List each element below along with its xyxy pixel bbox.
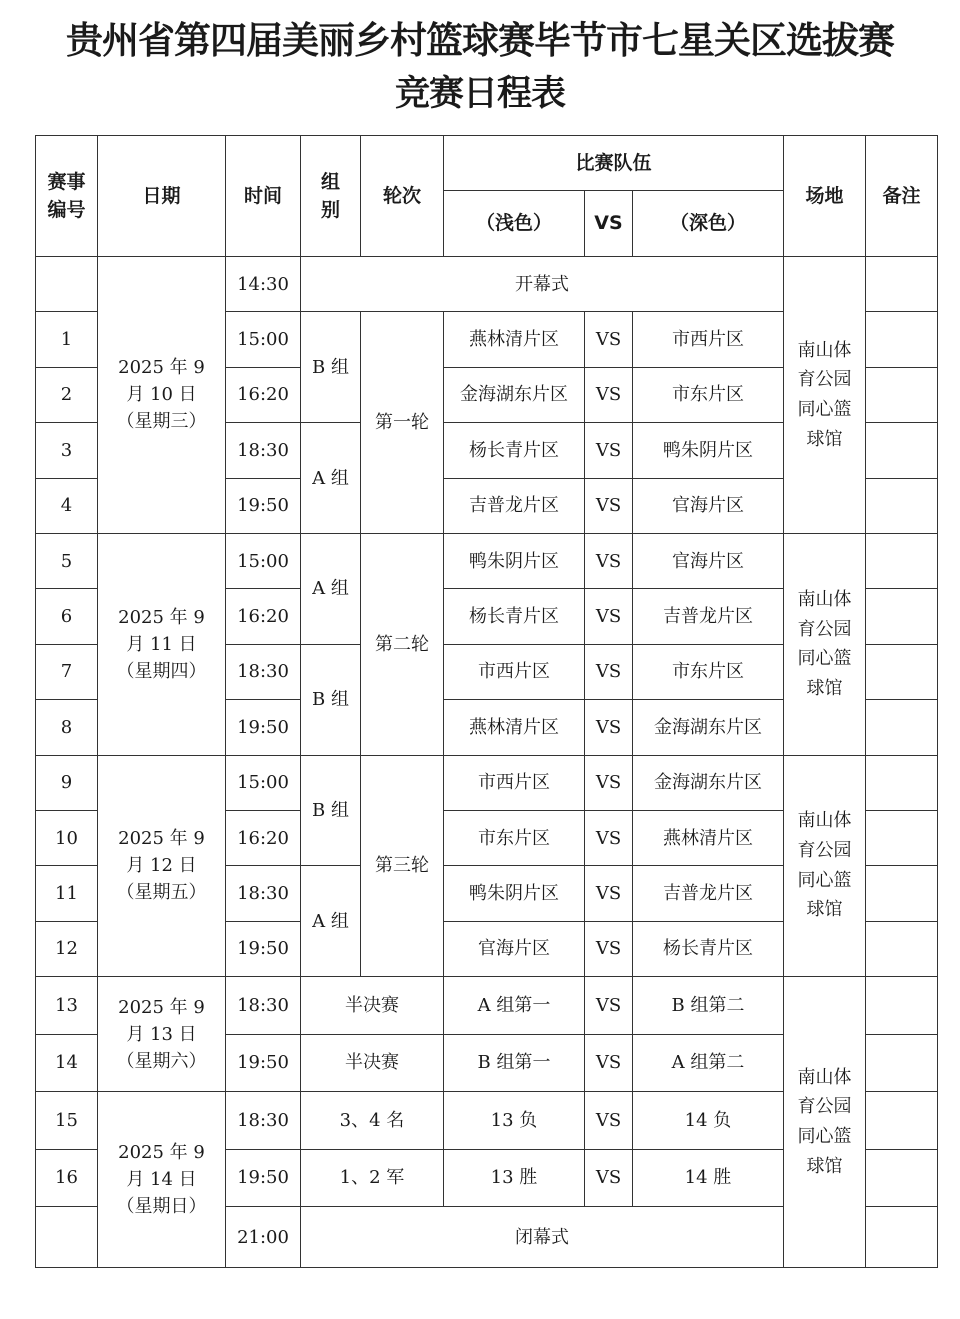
cell-light-team: 市西片区 bbox=[444, 755, 585, 810]
cell-light-team: 吉普龙片区 bbox=[444, 478, 585, 533]
cell-round: 第一轮 bbox=[361, 312, 444, 534]
cell-notes bbox=[866, 533, 938, 588]
cell-closing-ceremony: 闭幕式 bbox=[301, 1207, 784, 1268]
cell-id: 13 bbox=[36, 977, 98, 1035]
cell-time: 18:30 bbox=[226, 866, 301, 921]
cell-time: 18:30 bbox=[226, 644, 301, 699]
cell-notes bbox=[866, 257, 938, 312]
cell-time: 19:50 bbox=[226, 1034, 301, 1092]
cell-id: 12 bbox=[36, 921, 98, 976]
cell-group: B 组 bbox=[301, 755, 361, 866]
cell-vs: VS bbox=[585, 423, 633, 478]
cell-id: 1 bbox=[36, 312, 98, 367]
cell-light-team: 市西片区 bbox=[444, 644, 585, 699]
cell-notes bbox=[866, 866, 938, 921]
cell-dark-team: 金海湖东片区 bbox=[633, 700, 784, 755]
cell-light-team: 杨长青片区 bbox=[444, 423, 585, 478]
header-match-id: 赛事编号 bbox=[36, 136, 98, 257]
cell-id: 7 bbox=[36, 644, 98, 699]
cell-group: A 组 bbox=[301, 533, 361, 644]
cell-vs: VS bbox=[585, 866, 633, 921]
cell-dark-team: 官海片区 bbox=[633, 533, 784, 588]
cell-date: 2025 年 9 月 13 日（星期六） bbox=[98, 977, 226, 1092]
cell-dark-team: 金海湖东片区 bbox=[633, 755, 784, 810]
cell-id: 5 bbox=[36, 533, 98, 588]
cell-id: 10 bbox=[36, 810, 98, 865]
cell-vs: VS bbox=[585, 1092, 633, 1150]
cell-venue: 南山体育公园同心篮球馆 bbox=[784, 755, 866, 977]
cell-id: 11 bbox=[36, 866, 98, 921]
document-title: 贵州省第四届美丽乡村篮球赛毕节市七星关区选拔赛 bbox=[66, 19, 894, 62]
cell-light-team: 燕林清片区 bbox=[444, 312, 585, 367]
cell-id: 8 bbox=[36, 700, 98, 755]
cell-round: 1、2 军 bbox=[301, 1149, 444, 1207]
cell-notes bbox=[866, 312, 938, 367]
cell-time: 15:00 bbox=[226, 533, 301, 588]
cell-time: 21:00 bbox=[226, 1207, 301, 1268]
cell-group: B 组 bbox=[301, 312, 361, 423]
cell-date: 2025 年 9 月 14 日（星期日） bbox=[98, 1092, 226, 1268]
cell-dark-team: 鸭朱阴片区 bbox=[633, 423, 784, 478]
header-teams: 比赛队伍 bbox=[444, 136, 784, 191]
cell-light-team: 燕林清片区 bbox=[444, 700, 585, 755]
cell-notes bbox=[866, 478, 938, 533]
cell-vs: VS bbox=[585, 1149, 633, 1207]
cell-time: 19:50 bbox=[226, 478, 301, 533]
table-row bbox=[36, 755, 938, 810]
table-row bbox=[36, 533, 938, 588]
cell-round: 半决赛 bbox=[301, 977, 444, 1035]
cell-id: 3 bbox=[36, 423, 98, 478]
cell-date: 2025 年 9 月 10 日（星期三） bbox=[98, 257, 226, 534]
cell-round: 半决赛 bbox=[301, 1034, 444, 1092]
cell-light-team: 杨长青片区 bbox=[444, 589, 585, 644]
cell-time: 19:50 bbox=[226, 921, 301, 976]
document-subtitle: 竞赛日程表 bbox=[394, 74, 565, 114]
cell-group: B 组 bbox=[301, 644, 361, 755]
cell-dark-team: B 组第二 bbox=[633, 977, 784, 1035]
cell-dark-team: 14 胜 bbox=[633, 1149, 784, 1207]
cell-light-team: 鸭朱阴片区 bbox=[444, 533, 585, 588]
cell-time: 18:30 bbox=[226, 977, 301, 1035]
table-row bbox=[36, 977, 938, 1035]
cell-light-team: 金海湖东片区 bbox=[444, 367, 585, 422]
cell-notes bbox=[866, 1092, 938, 1150]
cell-dark-team: 燕林清片区 bbox=[633, 810, 784, 865]
header-round: 轮次 bbox=[361, 136, 444, 257]
cell-dark-team: 吉普龙片区 bbox=[633, 589, 784, 644]
cell-dark-team: 官海片区 bbox=[633, 478, 784, 533]
cell-vs: VS bbox=[585, 700, 633, 755]
cell-light-team: A 组第一 bbox=[444, 977, 585, 1035]
cell-notes bbox=[866, 1207, 938, 1268]
cell-round: 第二轮 bbox=[361, 533, 444, 755]
cell-vs: VS bbox=[585, 644, 633, 699]
cell-dark-team: 市东片区 bbox=[633, 644, 784, 699]
cell-light-team: 官海片区 bbox=[444, 921, 585, 976]
cell-opening-ceremony: 开幕式 bbox=[301, 257, 784, 312]
cell-notes bbox=[866, 1149, 938, 1207]
header-dark: （深色） bbox=[633, 191, 784, 257]
cell-group: A 组 bbox=[301, 866, 361, 977]
cell-venue: 南山体育公园同心篮球馆 bbox=[784, 977, 866, 1268]
cell-vs: VS bbox=[585, 589, 633, 644]
cell-vs: VS bbox=[585, 367, 633, 422]
cell-notes bbox=[866, 921, 938, 976]
cell-vs: VS bbox=[585, 755, 633, 810]
cell-notes bbox=[866, 1034, 938, 1092]
cell-time: 18:30 bbox=[226, 423, 301, 478]
cell-time: 14:30 bbox=[226, 257, 301, 312]
cell-time: 16:20 bbox=[226, 589, 301, 644]
cell-id: 4 bbox=[36, 478, 98, 533]
table-row bbox=[36, 257, 938, 312]
cell-vs: VS bbox=[585, 312, 633, 367]
cell-id: 9 bbox=[36, 755, 98, 810]
cell-notes bbox=[866, 367, 938, 422]
cell-dark-team: 14 负 bbox=[633, 1092, 784, 1150]
cell-notes bbox=[866, 423, 938, 478]
cell-notes bbox=[866, 755, 938, 810]
cell-id: 14 bbox=[36, 1034, 98, 1092]
cell-time: 16:20 bbox=[226, 810, 301, 865]
cell-time: 16:20 bbox=[226, 367, 301, 422]
header-group: 组别 bbox=[301, 136, 361, 257]
cell-vs: VS bbox=[585, 533, 633, 588]
header-date: 日期 bbox=[98, 136, 226, 257]
cell-time: 15:00 bbox=[226, 755, 301, 810]
cell-light-team: B 组第一 bbox=[444, 1034, 585, 1092]
cell-round: 第三轮 bbox=[361, 755, 444, 977]
cell-dark-team: 市西片区 bbox=[633, 312, 784, 367]
cell-light-team: 市东片区 bbox=[444, 810, 585, 865]
cell-vs: VS bbox=[585, 977, 633, 1035]
cell-round: 3、4 名 bbox=[301, 1092, 444, 1150]
cell-id bbox=[36, 1207, 98, 1268]
cell-dark-team: 杨长青片区 bbox=[633, 921, 784, 976]
cell-id: 2 bbox=[36, 367, 98, 422]
cell-vs: VS bbox=[585, 921, 633, 976]
cell-notes bbox=[866, 810, 938, 865]
cell-dark-team: A 组第二 bbox=[633, 1034, 784, 1092]
cell-vs: VS bbox=[585, 1034, 633, 1092]
cell-dark-team: 吉普龙片区 bbox=[633, 866, 784, 921]
cell-id: 6 bbox=[36, 589, 98, 644]
cell-venue: 南山体育公园同心篮球馆 bbox=[784, 533, 866, 755]
header-time: 时间 bbox=[226, 136, 301, 257]
cell-notes bbox=[866, 589, 938, 644]
cell-date: 2025 年 9 月 12 日（星期五） bbox=[98, 755, 226, 977]
cell-group: A 组 bbox=[301, 423, 361, 534]
header-vs: VS bbox=[585, 191, 633, 257]
cell-time: 15:00 bbox=[226, 312, 301, 367]
cell-light-team: 鸭朱阴片区 bbox=[444, 866, 585, 921]
cell-id: 15 bbox=[36, 1092, 98, 1150]
cell-time: 19:50 bbox=[226, 700, 301, 755]
header-notes: 备注 bbox=[866, 136, 938, 257]
header-venue: 场地 bbox=[784, 136, 866, 257]
header-light: （浅色） bbox=[444, 191, 585, 257]
cell-time: 18:30 bbox=[226, 1092, 301, 1150]
cell-id bbox=[36, 257, 98, 312]
cell-date: 2025 年 9 月 11 日（星期四） bbox=[98, 533, 226, 755]
cell-light-team: 13 负 bbox=[444, 1092, 585, 1150]
cell-notes bbox=[866, 644, 938, 699]
cell-vs: VS bbox=[585, 810, 633, 865]
cell-vs: VS bbox=[585, 478, 633, 533]
cell-time: 19:50 bbox=[226, 1149, 301, 1207]
cell-dark-team: 市东片区 bbox=[633, 367, 784, 422]
schedule-table bbox=[35, 135, 938, 1268]
cell-notes bbox=[866, 977, 938, 1035]
cell-venue: 南山体育公园同心篮球馆 bbox=[784, 257, 866, 534]
cell-notes bbox=[866, 700, 938, 755]
cell-light-team: 13 胜 bbox=[444, 1149, 585, 1207]
cell-id: 16 bbox=[36, 1149, 98, 1207]
